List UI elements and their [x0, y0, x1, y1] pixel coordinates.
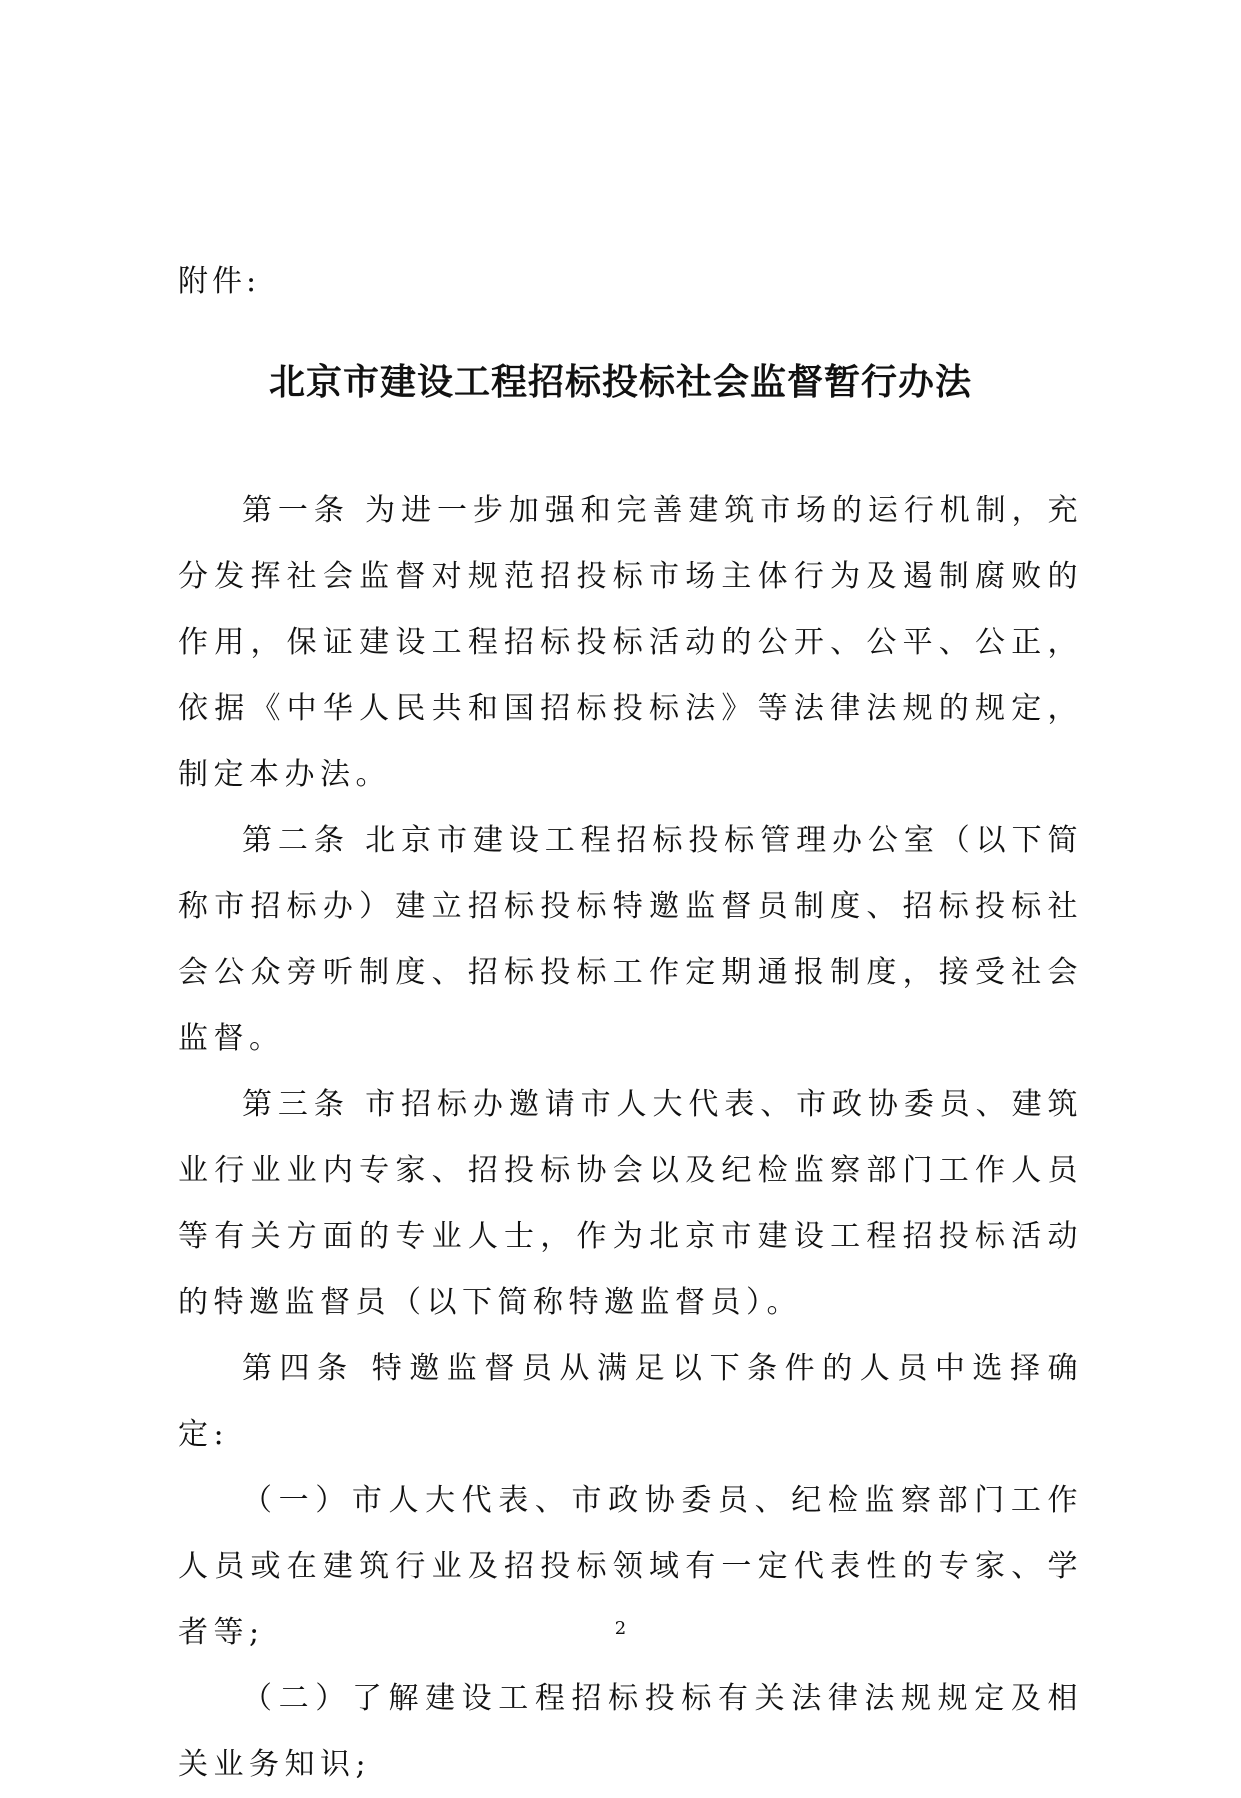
- page-number: 2: [614, 1618, 627, 1639]
- document-body: [178, 478, 1083, 1798]
- document-title: 北京市建设工程招标投标社会监督暂行办法: [268, 361, 972, 403]
- article-4-item-2: （二）了解建设工程招标投标有关法律法规规定及相关业务知识;: [178, 1681, 1083, 1782]
- article-4-paragraph: 第四条 特邀监督员从满足以下条件的人员中选择确定:: [178, 1351, 1083, 1452]
- attachment-label: 附件:: [178, 264, 261, 299]
- article-4-item-1: （一）市人大代表、市政协委员、纪检监察部门工作人员或在建筑行业及招投标领域有一定代表性的专家、学者等;: [178, 1483, 1083, 1650]
- article-1-paragraph: 第一条 为进一步加强和完善建筑市场的运行机制，充分发挥社会监督对规范招投标市场主体行为及遏制腐败的作用，保证建设工程招标投标活动的公开、公平、公正，依据《中华人民共和国招标投标法》等法律法规的规定，制定本办法。: [178, 493, 1083, 792]
- article-3-paragraph: 第三条 市招标办邀请市人大代表、市政协委员、建筑业行业业内专家、招投标协会以及纪检监察部门工作人员等有关方面的专业人士，作为北京市建设工程招投标活动的特邀监督员（以下简称特邀监督员）。: [178, 1087, 1083, 1320]
- article-2-paragraph: 第二条 北京市建设工程招标投标管理办公室（以下简称市招标办）建立招标投标特邀监督员制度、招标投标社会公众旁听制度、招标投标工作定期通报制度，接受社会监督。: [178, 823, 1083, 1056]
